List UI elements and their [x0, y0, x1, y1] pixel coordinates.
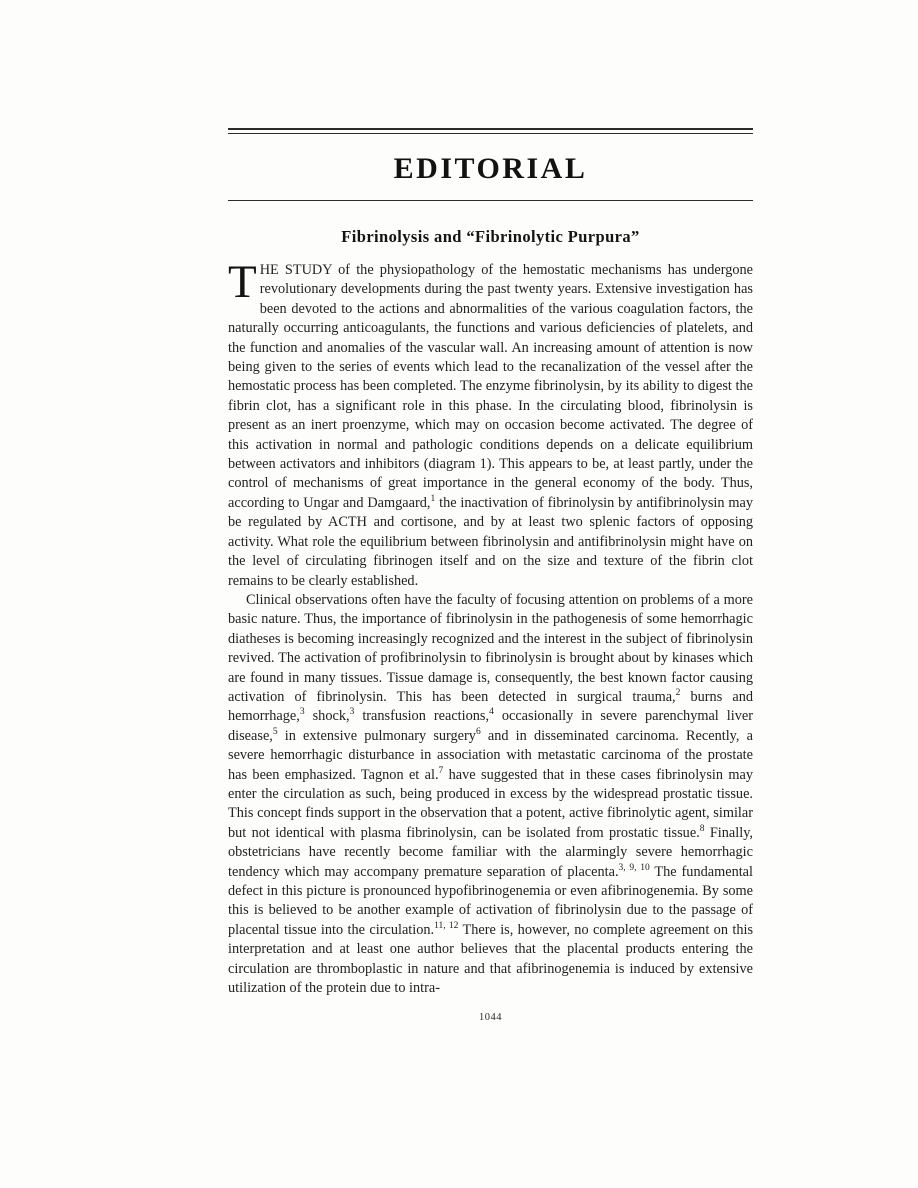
reference-marker: 7: [438, 765, 444, 776]
top-double-rule: [228, 128, 753, 134]
article-title: Fibrinolysis and “Fibrinolytic Purpura”: [341, 227, 640, 246]
reference-marker: 2: [675, 688, 681, 699]
paragraph-2-seg-0: Clinical observations often have the faculty of focusing attention on problems of a more basic nature. Thus, the importance of fibrinolysin in the pathogenesis of some hemorrhagic diatheses is becoming increasingly recognized and the interest in the subject of fibrinolysin revived. The activation of profibrinolysin to fibrinolysin is brought about by kinases which are found in many tissues. Tissue damage is, consequently, the best known factor causing activation of fibrinolysin. This has been detected in surgical trauma,: [228, 591, 753, 705]
page-masthead: EDITORIAL: [393, 152, 588, 185]
reference-marker: 5: [272, 726, 278, 737]
reference-marker: 3: [299, 707, 305, 718]
reference-marker: 6: [475, 726, 481, 737]
article-body: [228, 256, 754, 998]
paragraph-2-seg-1: burns and hemorrhage,: [228, 688, 753, 725]
masthead-underline-rule: [228, 200, 753, 201]
paragraph-2-seg-10: There is, however, no complete agreement on this interpretation and at least one author believes that the placental products entering the circulation are thromboplastic in nature and that afibrinogenemia is induced by extensive utilization of the protein due to intra-: [228, 921, 754, 997]
paragraph-1-text-a: HE STUDY of the physiopathology of the hemostatic mechanisms has undergone revolutionary developments during the past twenty years. Extensive investigation has been devoted to the actions and abnormalities of the various coagulation factors, the naturally occurring anticoagulants, the functions and various deficiencies of platelets, and the function and anomalies of the vascular wall. An increasing amount of attention is now being given to the series of events which lead to the recanalization of the vessel after the hemostatic process has been completed. The enzyme fibrinolysin, by its ability to digest the fibrin clot, has a significant role in this phase. In the circulating blood, fibrinolysin is present as an inert proenzyme, which may on occasion become activated. The degree of this activation in normal and pathologic conditions depends on a delicate equilibrium between activators and inhibitors (diagram 1). This appears to be, at least partly, under the control of mechanisms of great importance in the general economy of the body. Thus, according to Ungar and Damgaard,: [228, 262, 753, 511]
paragraph-2-seg-3: transfusion reactions,: [354, 708, 490, 725]
paragraph-2-seg-4: occasionally in severe parenchymal liver disease,: [228, 708, 753, 744]
paragraph-2-seg-2: shock,: [304, 708, 350, 725]
reference-marker: 1: [430, 494, 436, 505]
drop-cap: T: [228, 256, 257, 308]
paragraph-1: [228, 256, 753, 591]
paragraph-2-seg-6: and in disseminated carcinoma. Recently, a severe hemorrhagic disturbance in association with metastatic carcinoma of the prostate has been emphasized. Tagnon et al.: [228, 727, 753, 783]
page-number: 1044: [479, 1012, 502, 1024]
paragraph-2-seg-9: The fundamental defect in this picture is pronounced hypofibrinogenemia or even afibrinogenemia. By some this is believed to be another example of activation of fibrinolysin due to the passage of placental tissue into the circulation.: [228, 863, 754, 938]
reference-marker: 3: [349, 707, 355, 718]
paragraph-2-seg-7: have suggested that in these cases fibrinolysin may enter the circulation as such, being produced in excess by the widespread prostatic tissue. This concept finds support in the observation that a potent, active fibrinolytic agent, similar but not identical with plasma fibrinolysin, can be isolated from prostatic tissue.: [228, 766, 753, 841]
paragraph-1-text-b: the inactivation of fibrinolysin by antifibrinolysin may be regulated by ACTH and cortisone, and by at least two splenic factors of opposing activity. What role the equilibrium between fibrinolysin and antifibrinolysin might have on the level of circulating fibrinogen itself and on the size and texture of the fibrin clot remains to be clearly established.: [228, 494, 753, 589]
reference-marker: 11, 12: [434, 921, 459, 932]
paragraph-2: [228, 591, 753, 999]
page-content: [228, 128, 753, 1023]
paragraph-2-seg-5: in extensive pulmonary surgery: [277, 727, 476, 744]
paragraph-2-seg-8: Finally, obstetricians have recently become familiar with the alarmingly severe hemorrhagic tendency which may accompany premature separation of placenta.: [228, 824, 754, 880]
reference-marker: 4: [489, 707, 494, 718]
reference-marker: 3, 9, 10: [618, 862, 650, 873]
reference-marker: 8: [699, 824, 705, 835]
